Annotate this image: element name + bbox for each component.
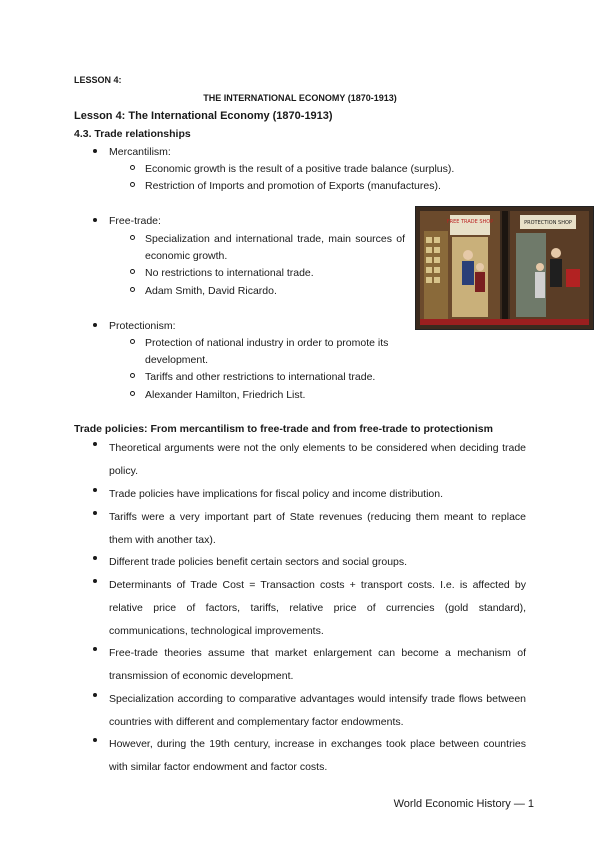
free-trade-protection-poster: [415, 206, 594, 330]
sub-list-item: Adam Smith, David Ricardo.: [145, 283, 277, 300]
sub-list-item: Protection of national industry in order to promote its development.: [145, 335, 407, 369]
sub-list-item: Specialization and international trade, main sources of economic growth.: [145, 231, 405, 265]
lesson-heading: Lesson 4: The International Economy (1870-1913): [74, 110, 333, 122]
section-heading: 4.3. Trade relationships: [74, 128, 191, 140]
right-shop-sign: PROTECTION SHOP: [524, 220, 572, 226]
poster-illustration-icon: [416, 207, 593, 329]
sub-list-item: Economic growth is the result of a positive trade balance (surplus).: [145, 161, 454, 178]
sub-list-item: Restriction of Imports and promotion of Exports (manufactures).: [145, 178, 441, 195]
list-item: However, during the 19th century, increase in exchanges took place between countries with similar factor endowment and factor costs.: [109, 733, 526, 779]
sub-list-item: No restrictions to international trade.: [145, 265, 314, 282]
list-item-mercantilism: Mercantilism:: [109, 144, 171, 161]
lesson-label: LESSON 4:: [74, 75, 122, 85]
list-item-protectionism: Protectionism:: [109, 318, 176, 335]
sub-list-item: Alexander Hamilton, Friedrich List.: [145, 387, 305, 404]
list-item: Free-trade theories assume that market enlargement can become a mechanism of transmission of economic development.: [109, 642, 526, 688]
left-shop-sign: FREE TRADE SHOP: [446, 219, 494, 225]
trade-policies-heading: Trade policies: From mercantilism to free-trade and from free-trade to protectionism: [74, 423, 493, 435]
list-item: Different trade policies benefit certain sectors and social groups.: [109, 551, 526, 574]
sub-list-item: Tariffs and other restrictions to international trade.: [145, 369, 375, 386]
list-item: Tariffs were a very important part of State revenues (reducing them meant to replace them with another tax).: [109, 506, 526, 552]
list-item: Specialization according to comparative advantages would intensify trade flows between countries with different and complementary factor endowments.: [109, 688, 526, 734]
list-item: Theoretical arguments were not the only elements to be considered when deciding trade policy.: [109, 437, 526, 483]
list-item: Trade policies have implications for fiscal policy and income distribution.: [109, 483, 526, 506]
page-footer: World Economic History — 1: [393, 798, 534, 810]
center-title: THE INTERNATIONAL ECONOMY (1870-1913): [203, 93, 397, 103]
list-item-free-trade: Free-trade:: [109, 213, 161, 230]
list-item: Determinants of Trade Cost = Transaction costs + transport costs. I.e. is affected by relative price of factors, tariffs, relative price of currencies (gold standard), communications, technological improvements.: [109, 574, 526, 643]
